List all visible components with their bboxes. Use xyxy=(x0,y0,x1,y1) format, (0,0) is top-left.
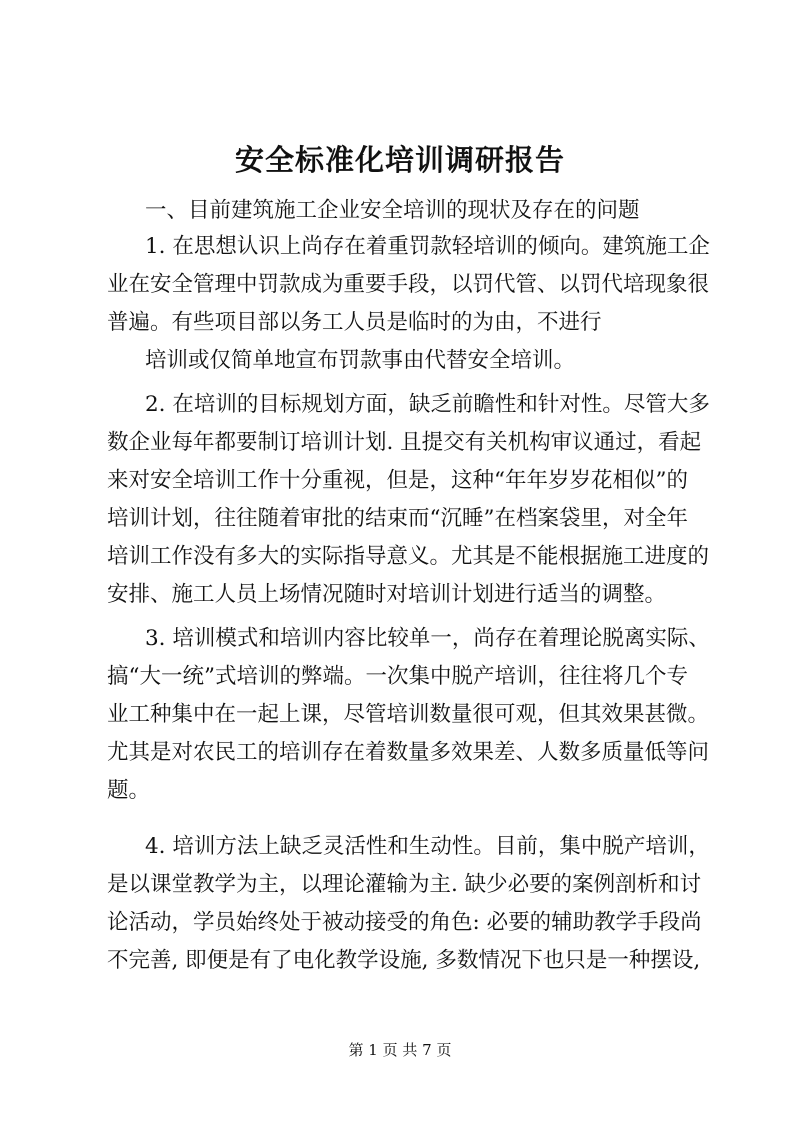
paragraph-line: 3. 培训模式和培训内容比较单一，尚存在着理论脱离实际、 xyxy=(145,626,710,651)
paragraph-line: 业在安全管理中罚款成为重要手段，以罚代管、以罚代培现象很 xyxy=(107,272,710,297)
paragraph-line: 数企业每年都要制订培训计划. 且提交有关机构审议通过，看起 xyxy=(107,430,702,455)
paragraph-line: 尤其是对农民工的培训存在着数量多效果差、人数多质量低等问 xyxy=(107,740,710,765)
paragraph-line: 2. 在培训的目标规划方面，缺乏前瞻性和针对性。尽管大多 xyxy=(145,392,710,417)
paragraph-line: 论活动，学员始终处于被动接受的角色: 必要的辅助教学手段尚 xyxy=(107,910,702,935)
paragraph-line: 搞“大一统”式培训的弊端。一次集中脱产培训，往往将几个专 xyxy=(107,664,688,689)
paragraph-line: 培训或仅简单地宣布罚款事由代替安全培训。 xyxy=(145,348,576,373)
paragraph-line: 是以课堂教学为主，以理论灌输为主. 缺少必要的案例剖析和讨 xyxy=(107,872,702,897)
paragraph-line: 4. 培训方法上缺乏灵活性和生动性。目前，集中脱产培训， xyxy=(145,834,710,859)
section-heading: 一、目前建筑施工企业安全培训的现状及存在的问题 xyxy=(145,198,640,223)
paragraph-line: 来对安全培训工作十分重视，但是，这种“年年岁岁花相似”的 xyxy=(107,468,688,493)
paragraph-line: 业工种集中在一起上课，尽管培训数量很可观，但其效果甚微。 xyxy=(107,702,710,727)
paragraph-line: 安排、施工人员上场情况随时对培训计划进行适当的调整。 xyxy=(107,582,667,607)
paragraph-line: 不完善, 即便是有了电化教学设施, 多数情况下也只是一种摆设, xyxy=(107,948,701,973)
document-title: 安全标准化培训调研报告 xyxy=(234,143,565,177)
page-number-footer: 第 1 页 共 7 页 xyxy=(348,1041,452,1059)
paragraph-line: 1. 在思想认识上尚存在着重罚款轻培训的倾向。建筑施工企 xyxy=(145,234,710,259)
paragraph-line: 题。 xyxy=(107,778,151,803)
paragraph-line: 普遍。有些项目部以务工人员是临时的为由，不进行 xyxy=(107,310,602,335)
paragraph-line: 培训工作没有多大的实际指导意义。尤其是不能根据施工进度的 xyxy=(107,544,710,569)
paragraph-line: 培训计划，往往随着审批的结束而“沉睡”在档案袋里，对全年 xyxy=(107,506,688,531)
